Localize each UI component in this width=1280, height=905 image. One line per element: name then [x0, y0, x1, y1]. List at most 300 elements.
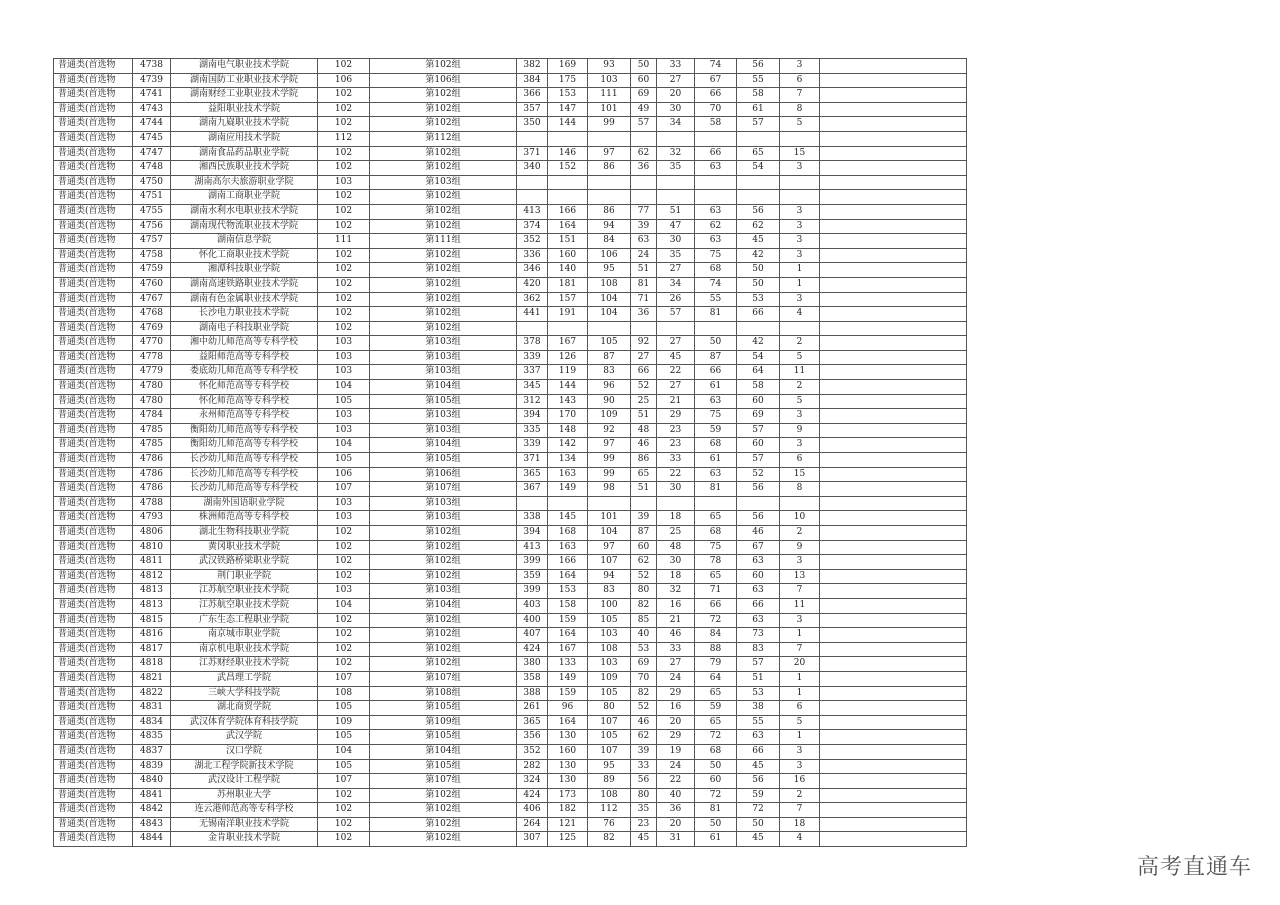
table-cell: 第105组 [370, 394, 517, 409]
table-cell: 103 [318, 511, 370, 526]
table-cell: 104 [318, 744, 370, 759]
table-cell: 益阳职业技术学院 [171, 102, 318, 117]
table-cell: 103 [318, 365, 370, 380]
table-cell: 第102组 [370, 88, 517, 103]
table-cell [820, 59, 967, 74]
table-cell: 湖北商贸学院 [171, 701, 318, 716]
table-cell: 普通类(首选物 [54, 788, 133, 803]
table-cell: 23 [631, 817, 657, 832]
table-cell: 40 [657, 788, 695, 803]
table-cell: 337 [517, 365, 548, 380]
table-cell: 85 [631, 613, 657, 628]
table-row [54, 409, 967, 424]
table-cell [780, 496, 820, 511]
table-cell: 108 [588, 642, 631, 657]
table-cell: 8 [780, 482, 820, 497]
table-cell: 66 [695, 365, 737, 380]
table-cell [657, 190, 695, 205]
table-cell: 株洲师范高等专科学校 [171, 511, 318, 526]
table-cell: 普通类(首选物 [54, 73, 133, 88]
table-cell: 103 [588, 657, 631, 672]
table-row [54, 788, 967, 803]
table-cell: 56 [631, 774, 657, 789]
table-cell: 湖南现代物流职业技术学院 [171, 219, 318, 234]
table-cell: 33 [657, 642, 695, 657]
table-row [54, 613, 967, 628]
table-cell: 普通类(首选物 [54, 628, 133, 643]
table-cell: 84 [695, 628, 737, 643]
table-cell: 4813 [133, 598, 171, 613]
table-cell: 164 [548, 219, 588, 234]
table-cell: 103 [318, 423, 370, 438]
table-cell: 102 [318, 526, 370, 541]
table-cell: 97 [588, 146, 631, 161]
table-cell: 111 [318, 234, 370, 249]
table-cell: 63 [737, 730, 780, 745]
table-cell: 166 [548, 204, 588, 219]
table-cell: 102 [318, 540, 370, 555]
table-cell: 湖南电气职业技术学院 [171, 59, 318, 74]
table-cell [657, 496, 695, 511]
table-cell: 27 [657, 380, 695, 395]
table-cell: 普通类(首选物 [54, 671, 133, 686]
table-cell: 4822 [133, 686, 171, 701]
table-cell: 107 [318, 671, 370, 686]
table-cell: 3 [780, 409, 820, 424]
table-cell: 4816 [133, 628, 171, 643]
table-cell: 63 [737, 584, 780, 599]
table-cell: 350 [517, 117, 548, 132]
table-cell: 普通类(首选物 [54, 598, 133, 613]
table-cell [820, 350, 967, 365]
table-cell [780, 131, 820, 146]
table-cell: 88 [695, 642, 737, 657]
table-cell: 107 [588, 715, 631, 730]
table-cell: 湖南九嶷职业技术学院 [171, 117, 318, 132]
table-cell [820, 277, 967, 292]
table-cell: 30 [657, 555, 695, 570]
table-cell: 99 [588, 467, 631, 482]
table-cell: 102 [318, 642, 370, 657]
table-cell: 75 [695, 540, 737, 555]
table-cell: 4810 [133, 540, 171, 555]
table-cell [820, 642, 967, 657]
table-cell [820, 526, 967, 541]
table-cell: 21 [657, 613, 695, 628]
table-cell: 4755 [133, 204, 171, 219]
table-cell: 345 [517, 380, 548, 395]
table-cell: 4758 [133, 248, 171, 263]
table-cell: 102 [318, 803, 370, 818]
table-cell: 19 [657, 744, 695, 759]
table-row [54, 117, 967, 132]
table-cell: 27 [657, 73, 695, 88]
table-row [54, 321, 967, 336]
table-cell: 4780 [133, 394, 171, 409]
table-cell: 第102组 [370, 321, 517, 336]
table-cell: 50 [695, 759, 737, 774]
table-cell: 武汉设计工程学院 [171, 774, 318, 789]
table-cell [548, 190, 588, 205]
table-cell: 普通类(首选物 [54, 701, 133, 716]
table-cell [820, 263, 967, 278]
table-cell: 382 [517, 59, 548, 74]
table-cell: 374 [517, 219, 548, 234]
table-cell: 151 [548, 234, 588, 249]
table-cell: 55 [737, 715, 780, 730]
table-cell: 182 [548, 803, 588, 818]
table-cell [820, 380, 967, 395]
table-cell: 339 [517, 438, 548, 453]
table-cell: 33 [657, 59, 695, 74]
table-row [54, 59, 967, 74]
table-cell: 55 [737, 73, 780, 88]
table-cell: 399 [517, 555, 548, 570]
table-cell [820, 307, 967, 322]
table-cell: 第102组 [370, 59, 517, 74]
table-cell [820, 292, 967, 307]
table-cell: 102 [318, 161, 370, 176]
table-cell: 356 [517, 730, 548, 745]
table-cell: 83 [737, 642, 780, 657]
table-cell: 61 [695, 832, 737, 847]
table-row [54, 584, 967, 599]
table-cell [737, 175, 780, 190]
table-cell: 66 [695, 598, 737, 613]
table-cell [780, 175, 820, 190]
table-cell [695, 131, 737, 146]
table-cell: 第102组 [370, 263, 517, 278]
table-cell: 72 [695, 788, 737, 803]
table-cell: 39 [631, 219, 657, 234]
table-cell: 58 [695, 117, 737, 132]
table-cell: 32 [657, 584, 695, 599]
table-cell: 394 [517, 526, 548, 541]
table-cell: 134 [548, 453, 588, 468]
table-cell: 54 [737, 161, 780, 176]
table-cell: 4786 [133, 467, 171, 482]
table-row [54, 817, 967, 832]
table-cell: 第107组 [370, 671, 517, 686]
table-cell: 87 [631, 526, 657, 541]
table-cell: 4785 [133, 438, 171, 453]
table-cell: 346 [517, 263, 548, 278]
table-cell: 51 [631, 263, 657, 278]
table-cell: 普通类(首选物 [54, 321, 133, 336]
table-cell [517, 321, 548, 336]
table-cell: 102 [318, 628, 370, 643]
table-cell: 50 [695, 817, 737, 832]
table-cell: 4 [780, 307, 820, 322]
table-row [54, 730, 967, 745]
table-cell: 16 [657, 598, 695, 613]
table-cell: 104 [318, 438, 370, 453]
table-cell: 普通类(首选物 [54, 117, 133, 132]
table-cell: 362 [517, 292, 548, 307]
table-cell [695, 190, 737, 205]
table-cell: 59 [737, 788, 780, 803]
table-cell: 3 [780, 555, 820, 570]
table-cell: 169 [548, 59, 588, 74]
table-cell: 146 [548, 146, 588, 161]
table-row [54, 248, 967, 263]
table-cell: 湖南外国语职业学院 [171, 496, 318, 511]
table-cell: 34 [657, 117, 695, 132]
table-cell: 4840 [133, 774, 171, 789]
table-cell: 普通类(首选物 [54, 190, 133, 205]
table-cell: 3 [780, 613, 820, 628]
table-cell [820, 598, 967, 613]
table-cell: 4739 [133, 73, 171, 88]
table-cell: 益阳师范高等专科学校 [171, 350, 318, 365]
table-cell [737, 496, 780, 511]
table-cell: 159 [548, 686, 588, 701]
table-cell: 18 [657, 569, 695, 584]
table-cell: 164 [548, 569, 588, 584]
table-cell: 50 [737, 263, 780, 278]
table-cell: 13 [780, 569, 820, 584]
table-cell [820, 234, 967, 249]
table-cell: 第107组 [370, 482, 517, 497]
table-cell: 159 [548, 613, 588, 628]
table-cell: 29 [657, 409, 695, 424]
table-cell: 江苏航空职业技术学院 [171, 584, 318, 599]
table-cell: 371 [517, 146, 548, 161]
table-cell [820, 423, 967, 438]
table-cell: 4750 [133, 175, 171, 190]
table-cell: 71 [631, 292, 657, 307]
table-cell: 93 [588, 59, 631, 74]
table-cell: 86 [588, 161, 631, 176]
table-cell [820, 496, 967, 511]
table-row [54, 336, 967, 351]
table-cell [631, 175, 657, 190]
table-cell: 普通类(首选物 [54, 511, 133, 526]
table-cell: 第102组 [370, 526, 517, 541]
table-cell: 湖南应用技术学院 [171, 131, 318, 146]
table-cell: 22 [657, 774, 695, 789]
table-cell [631, 131, 657, 146]
table-cell: 普通类(首选物 [54, 234, 133, 249]
table-cell: 53 [737, 292, 780, 307]
table-cell: 普通类(首选物 [54, 248, 133, 263]
table-cell: 3 [780, 59, 820, 74]
table-cell: 29 [657, 686, 695, 701]
table-cell: 长沙幼儿师范高等专科学校 [171, 467, 318, 482]
table-cell: 衡阳幼儿师范高等专科学校 [171, 438, 318, 453]
table-cell: 3 [780, 759, 820, 774]
table-cell: 27 [657, 263, 695, 278]
table-cell [548, 131, 588, 146]
table-cell: 103 [318, 496, 370, 511]
table-row [54, 715, 967, 730]
table-cell: 娄底幼儿师范高等专科学校 [171, 365, 318, 380]
table-row [54, 642, 967, 657]
table-cell: 普通类(首选物 [54, 423, 133, 438]
table-row [54, 759, 967, 774]
table-cell: 97 [588, 540, 631, 555]
table-cell: 163 [548, 467, 588, 482]
table-cell: 75 [695, 409, 737, 424]
table-cell: 22 [657, 467, 695, 482]
table-cell: 江苏财经职业技术学院 [171, 657, 318, 672]
table-cell: 68 [695, 744, 737, 759]
table-cell: 7 [780, 88, 820, 103]
table-cell: 第103组 [370, 409, 517, 424]
table-cell: 48 [631, 423, 657, 438]
table-cell: 102 [318, 292, 370, 307]
table-cell: 388 [517, 686, 548, 701]
table-row [54, 496, 967, 511]
table-cell: 56 [737, 482, 780, 497]
table-cell: 148 [548, 423, 588, 438]
table-cell: 27 [657, 657, 695, 672]
table-cell: 4834 [133, 715, 171, 730]
table-row [54, 453, 967, 468]
table-cell: 普通类(首选物 [54, 277, 133, 292]
table-cell: 18 [780, 817, 820, 832]
table-cell: 107 [588, 555, 631, 570]
table-cell: 6 [780, 73, 820, 88]
table-cell: 7 [780, 584, 820, 599]
table-cell [820, 540, 967, 555]
table-cell: 407 [517, 628, 548, 643]
table-cell: 102 [318, 832, 370, 847]
table-row [54, 102, 967, 117]
table-row [54, 277, 967, 292]
table-cell: 6 [780, 453, 820, 468]
table-cell [820, 511, 967, 526]
table-cell: 83 [588, 584, 631, 599]
table-row [54, 438, 967, 453]
table-cell: 2 [780, 788, 820, 803]
table-row [54, 131, 967, 146]
table-cell: 第102组 [370, 832, 517, 847]
table-cell: 第102组 [370, 803, 517, 818]
table-cell: 36 [631, 307, 657, 322]
table-cell [631, 321, 657, 336]
table-cell [820, 248, 967, 263]
table-cell: 87 [588, 350, 631, 365]
table-cell: 126 [548, 350, 588, 365]
table-row [54, 598, 967, 613]
table-cell: 普通类(首选物 [54, 292, 133, 307]
table-cell [548, 175, 588, 190]
table-row [54, 774, 967, 789]
table-cell: 60 [695, 774, 737, 789]
table-cell [695, 175, 737, 190]
table-row [54, 73, 967, 88]
table-cell: 86 [631, 453, 657, 468]
table-cell: 73 [737, 628, 780, 643]
table-cell [517, 131, 548, 146]
table-cell: 109 [588, 409, 631, 424]
table-row [54, 555, 967, 570]
table-cell: 145 [548, 511, 588, 526]
table-row [54, 701, 967, 716]
table-cell: 71 [695, 584, 737, 599]
table-cell: 1 [780, 628, 820, 643]
table-cell: 20 [657, 715, 695, 730]
table-cell: 第103组 [370, 423, 517, 438]
table-cell: 普通类(首选物 [54, 146, 133, 161]
table-cell: 4793 [133, 511, 171, 526]
table-cell [820, 657, 967, 672]
table-cell [820, 482, 967, 497]
table-cell: 100 [588, 598, 631, 613]
table-cell: 102 [318, 190, 370, 205]
table-cell: 399 [517, 584, 548, 599]
table-cell: 32 [657, 146, 695, 161]
table-cell [737, 190, 780, 205]
table-cell: 181 [548, 277, 588, 292]
table-cell: 第103组 [370, 336, 517, 351]
table-cell: 42 [737, 248, 780, 263]
table-row [54, 482, 967, 497]
table-cell [820, 321, 967, 336]
table-cell [820, 219, 967, 234]
table-cell [588, 321, 631, 336]
table-row [54, 146, 967, 161]
table-row [54, 380, 967, 395]
table-cell [820, 175, 967, 190]
table-row [54, 744, 967, 759]
table-cell: 65 [695, 569, 737, 584]
table-cell: 4813 [133, 584, 171, 599]
table-cell: 56 [737, 774, 780, 789]
table-cell: 102 [318, 277, 370, 292]
table-cell: 1 [780, 730, 820, 745]
table-cell: 324 [517, 774, 548, 789]
table-cell: 103 [318, 350, 370, 365]
table-cell: 424 [517, 788, 548, 803]
table-cell: 79 [695, 657, 737, 672]
table-cell [820, 744, 967, 759]
table-cell: 158 [548, 598, 588, 613]
table-cell: 104 [588, 307, 631, 322]
table-cell: 57 [657, 307, 695, 322]
table-cell: 63 [695, 394, 737, 409]
table-cell: 153 [548, 88, 588, 103]
table-cell: 264 [517, 817, 548, 832]
table-cell: 6 [780, 701, 820, 716]
table-cell: 84 [588, 234, 631, 249]
table-cell: 66 [737, 744, 780, 759]
table-cell: 102 [318, 102, 370, 117]
table-cell [820, 759, 967, 774]
table-row [54, 161, 967, 176]
table-cell: 56 [737, 59, 780, 74]
table-cell: 普通类(首选物 [54, 438, 133, 453]
table-cell: 60 [737, 394, 780, 409]
table-cell: 第103组 [370, 584, 517, 599]
table-cell: 106 [318, 73, 370, 88]
table-cell: 4745 [133, 131, 171, 146]
table-cell: 第103组 [370, 350, 517, 365]
table-cell [820, 409, 967, 424]
table-cell [820, 730, 967, 745]
table-cell: 61 [737, 102, 780, 117]
table-cell: 51 [631, 482, 657, 497]
table-cell: 160 [548, 248, 588, 263]
table-cell: 第102组 [370, 204, 517, 219]
table-cell: 3 [780, 161, 820, 176]
table-cell: 81 [695, 482, 737, 497]
table-row [54, 832, 967, 847]
table-cell: 130 [548, 774, 588, 789]
table-cell: 第102组 [370, 657, 517, 672]
table-cell: 23 [657, 423, 695, 438]
